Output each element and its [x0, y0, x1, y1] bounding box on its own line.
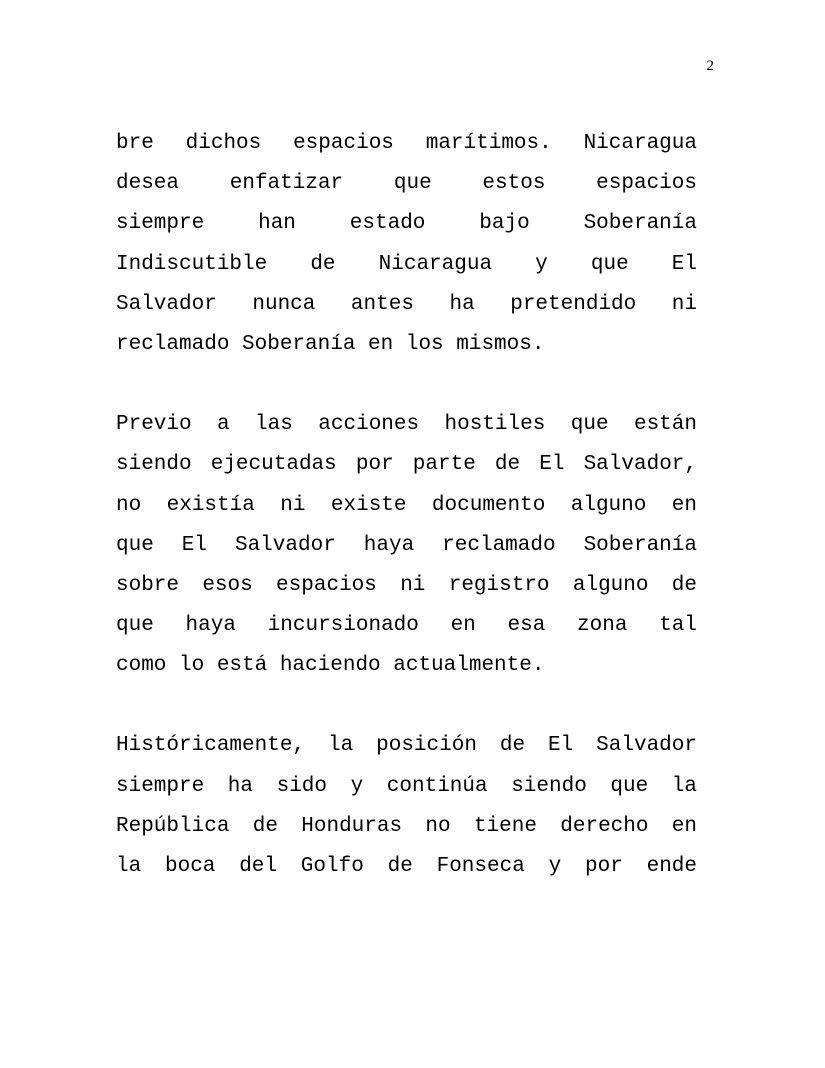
text-line: bre dichos espacios marítimos. Nicaragua: [116, 132, 697, 155]
text-line: Salvador nunca antes ha pretendido ni: [116, 292, 697, 316]
text-line: que El Salvador haya reclamado Soberanía: [116, 533, 697, 557]
text-line: República de Honduras no tiene derecho en: [116, 814, 697, 838]
paragraph-3: [116, 726, 697, 887]
text-line: siempre ha sido y continúa siendo que la: [116, 774, 697, 798]
document-body: [116, 124, 697, 927]
text-line: como lo está haciendo actualmente.: [116, 654, 545, 678]
text-line: siempre han estado bajo Soberanía: [116, 212, 697, 236]
page-number: 2: [706, 58, 714, 74]
text-line: siendo ejecutadas por parte de El Salvador,: [116, 453, 697, 477]
text-line: sobre esos espacios ni registro alguno de: [116, 573, 697, 597]
text-line: Indiscutible de Nicaragua y que El: [116, 252, 697, 276]
text-line: desea enfatizar que estos espacios: [116, 172, 697, 196]
text-line: que haya incursionado en esa zona tal: [116, 614, 697, 638]
text-line: reclamado Soberanía en los mismos.: [116, 332, 545, 356]
text-line: no existía ni existe documento alguno en: [116, 493, 697, 517]
paragraph-1: [116, 124, 697, 365]
paragraph-2: [116, 405, 697, 686]
text-line: Históricamente, la posición de El Salvador: [116, 734, 697, 758]
text-line: la boca del Golfo de Fonseca y por ende: [116, 855, 697, 878]
text-line: Previo a las acciones hostiles que están: [116, 413, 697, 437]
